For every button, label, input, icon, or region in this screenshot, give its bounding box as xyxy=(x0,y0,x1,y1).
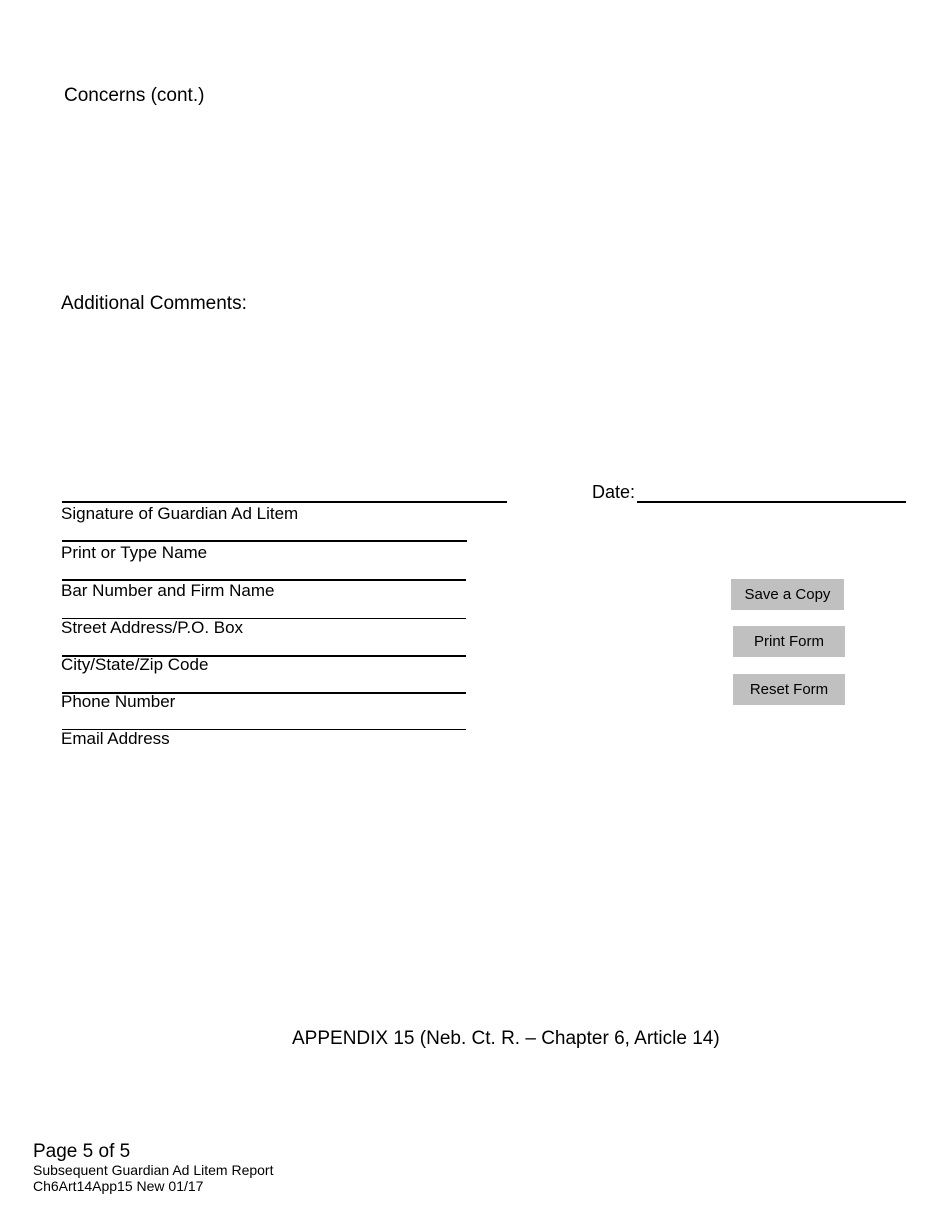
concerns-heading: Concerns (cont.) xyxy=(64,85,205,106)
date-label: Date: xyxy=(592,482,636,502)
page-number: Page 5 of 5 xyxy=(33,1141,131,1162)
additional-comments-text-area[interactable] xyxy=(60,322,890,472)
additional-comments-heading: Additional Comments: xyxy=(61,293,247,314)
phone-number-label: Phone Number xyxy=(61,692,176,711)
street-address-label: Street Address/P.O. Box xyxy=(61,618,244,637)
save-copy-button[interactable]: Save a Copy xyxy=(731,579,844,610)
city-state-zip-label: City/State/Zip Code xyxy=(61,655,209,674)
signature-label: Signature of Guardian Ad Litem xyxy=(61,504,299,523)
bar-number-label: Bar Number and Firm Name xyxy=(61,581,275,600)
date-field[interactable] xyxy=(637,501,906,503)
form-title: Subsequent Guardian Ad Litem Report xyxy=(33,1162,274,1178)
concerns-text-area[interactable] xyxy=(60,115,890,285)
signature-field[interactable] xyxy=(62,501,507,503)
print-name-field[interactable] xyxy=(62,540,467,542)
appendix-reference: APPENDIX 15 (Neb. Ct. R. – Chapter 6, Article 14) xyxy=(292,1028,720,1049)
print-name-label: Print or Type Name xyxy=(61,543,208,562)
email-address-label: Email Address xyxy=(61,729,170,748)
reset-form-button[interactable]: Reset Form xyxy=(733,674,845,705)
form-code: Ch6Art14App15 New 01/17 xyxy=(33,1178,204,1194)
print-form-button[interactable]: Print Form xyxy=(733,626,845,657)
